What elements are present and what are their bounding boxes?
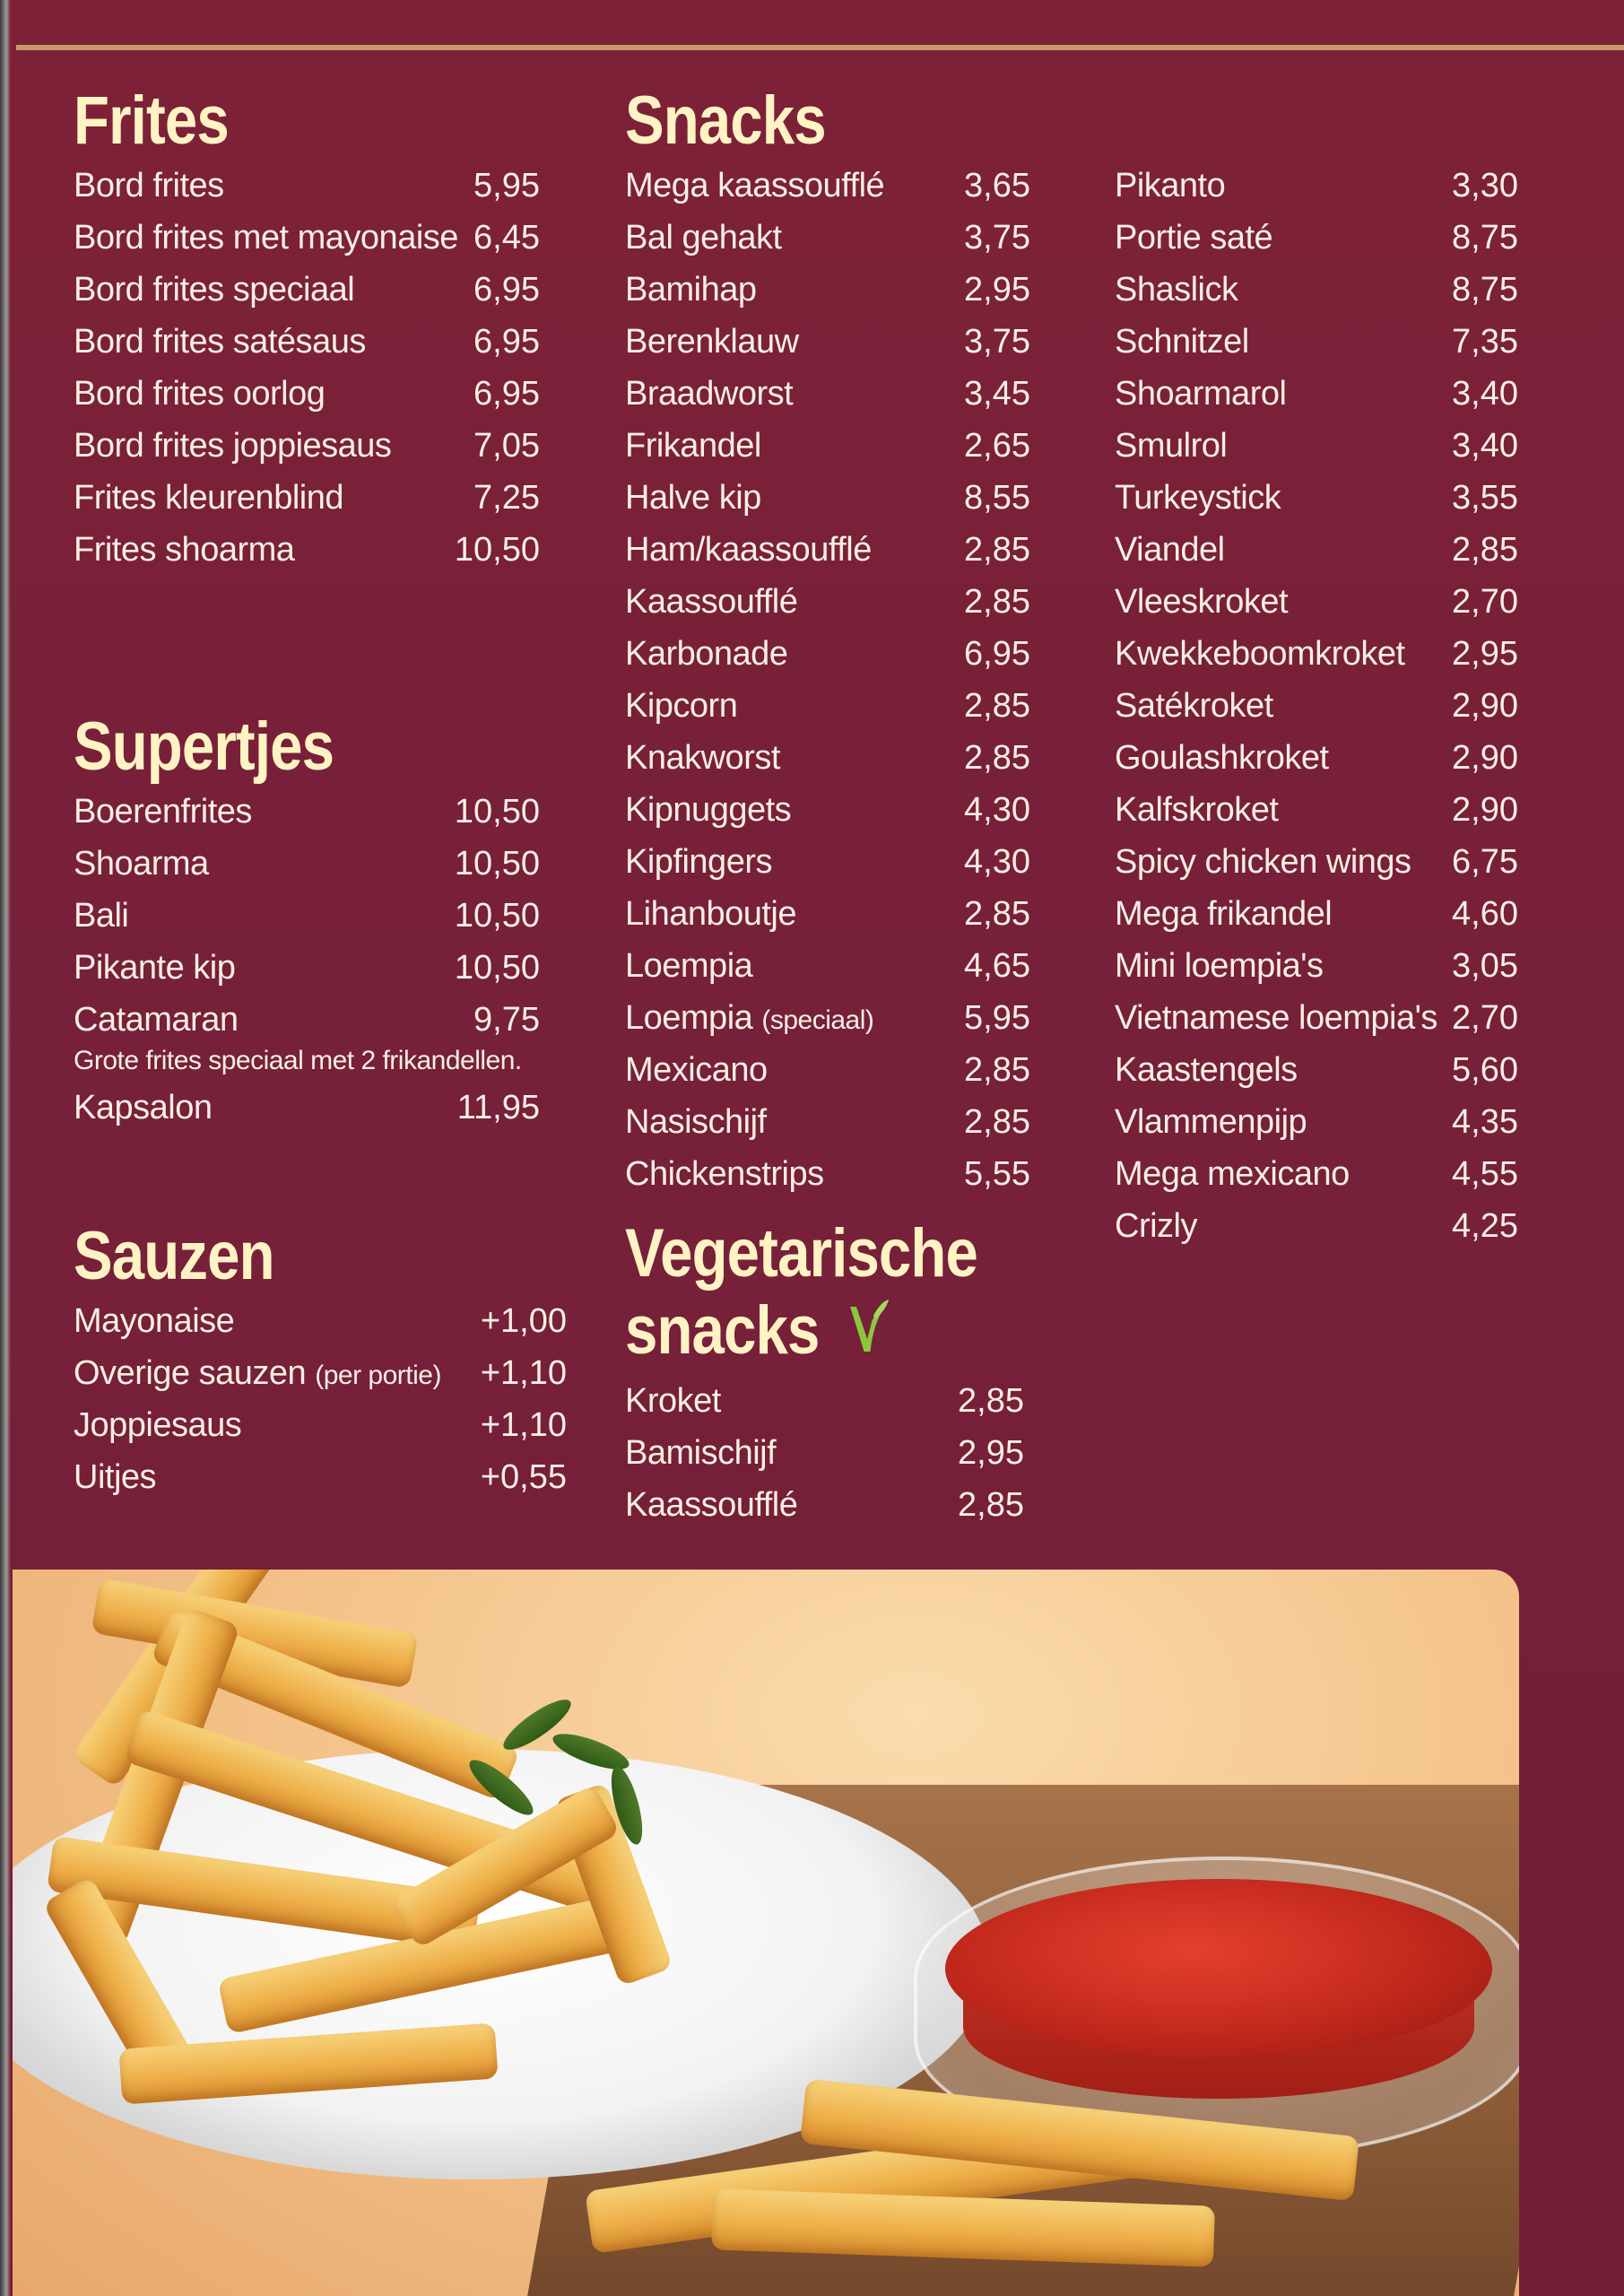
menu-item bbox=[625, 420, 1030, 472]
menu-item-price: 2,95 bbox=[1452, 635, 1518, 673]
menu-item-label: Boerenfrites bbox=[74, 793, 252, 831]
top-divider bbox=[16, 45, 1624, 50]
fries-photo bbox=[13, 1570, 1519, 2296]
menu-item-name bbox=[1115, 316, 1249, 368]
menu-item-label: Nasischijf bbox=[625, 1103, 767, 1141]
menu-item-label: Vleeskroket bbox=[1115, 583, 1289, 621]
menu-item-label: Satékroket bbox=[1115, 687, 1273, 725]
menu-item-price: +1,10 bbox=[480, 1354, 567, 1392]
menu-item-price: 5,95 bbox=[964, 999, 1030, 1037]
menu-item-name bbox=[1115, 160, 1225, 212]
menu-item bbox=[625, 992, 1030, 1044]
menu-item-label: Mayonaise bbox=[74, 1302, 235, 1340]
menu-item-label: Lihanboutje bbox=[625, 895, 797, 933]
menu-item bbox=[1115, 160, 1518, 212]
menu-item-price: 9,75 bbox=[473, 1001, 540, 1039]
menu-item-name bbox=[1115, 472, 1281, 524]
section-snacks bbox=[625, 83, 1030, 1200]
menu-item bbox=[625, 680, 1030, 732]
menu-item bbox=[74, 994, 540, 1046]
menu-item-price: 4,65 bbox=[964, 947, 1030, 985]
menu-item-label: Mega frikandel bbox=[1115, 895, 1333, 933]
menu-item-label: Shoarma bbox=[74, 845, 209, 883]
menu-item-label: Portie saté bbox=[1115, 219, 1273, 257]
menu-item-name bbox=[625, 940, 752, 992]
menu-item-price: 3,40 bbox=[1452, 427, 1518, 465]
menu-item-label: Mini loempia's bbox=[1115, 947, 1324, 985]
menu-item-price: 6,95 bbox=[473, 271, 540, 309]
menu-item bbox=[74, 420, 540, 472]
menu-item-label: Crizly bbox=[1115, 1207, 1197, 1245]
menu-item-price: 2,85 bbox=[1452, 531, 1518, 569]
menu-item bbox=[625, 1096, 1030, 1148]
menu-item-label: Frikandel bbox=[625, 427, 761, 465]
menu-item bbox=[625, 732, 1030, 784]
section-sauzen bbox=[74, 1218, 567, 1503]
menu-item-price: 3,30 bbox=[1452, 167, 1518, 204]
menu-item bbox=[74, 786, 540, 838]
menu-item bbox=[625, 576, 1030, 628]
section-frites bbox=[74, 83, 540, 576]
menu-item bbox=[74, 1295, 567, 1347]
menu-item-name bbox=[74, 524, 294, 576]
sauzen-list bbox=[74, 1295, 567, 1503]
menu-item-name bbox=[625, 992, 873, 1047]
menu-item-name bbox=[1115, 628, 1405, 680]
menu-item-price: 4,55 bbox=[1452, 1155, 1518, 1193]
menu-item-label: Braadworst bbox=[625, 375, 794, 413]
menu-item bbox=[74, 160, 540, 212]
menu-item bbox=[74, 212, 540, 264]
menu-item-label: Shoarmarol bbox=[1115, 375, 1287, 413]
menu-item-label: Mega kaassoufflé bbox=[625, 167, 885, 204]
menu-item bbox=[625, 1479, 1024, 1531]
menu-item-price: +1,10 bbox=[480, 1406, 567, 1444]
menu-item-label: Bamischijf bbox=[625, 1433, 777, 1472]
menu-item-name bbox=[74, 1451, 156, 1503]
menu-item-name bbox=[625, 888, 796, 940]
section-title-frites: Frites bbox=[74, 83, 229, 159]
menu-item bbox=[625, 784, 1030, 836]
vegetarisch-title-text: snacks bbox=[625, 1292, 820, 1369]
menu-item-label: Berenklauw bbox=[625, 323, 799, 361]
menu-item-name bbox=[1115, 1148, 1350, 1200]
menu-item-price: 4,60 bbox=[1452, 895, 1518, 933]
menu-item bbox=[625, 888, 1030, 940]
menu-item-name bbox=[74, 368, 325, 420]
menu-item bbox=[74, 1082, 540, 1134]
menu-item bbox=[1115, 264, 1518, 316]
menu-item-label: Vlammenpijp bbox=[1115, 1103, 1307, 1141]
page-edge bbox=[0, 0, 11, 2296]
menu-item bbox=[625, 316, 1030, 368]
menu-item-price: 7,25 bbox=[473, 479, 540, 517]
menu-item-label: Bamihap bbox=[625, 271, 757, 309]
menu-item-label: Kalfskroket bbox=[1115, 791, 1279, 829]
menu-item-name bbox=[625, 628, 787, 680]
menu-item-price: 4,30 bbox=[964, 843, 1030, 881]
menu-item-name bbox=[625, 368, 793, 420]
menu-item-name bbox=[1115, 888, 1332, 940]
menu-item-name bbox=[625, 1427, 776, 1479]
menu-item bbox=[625, 160, 1030, 212]
menu-item-price: 10,50 bbox=[454, 897, 540, 935]
menu-item-label: Bord frites joppiesaus bbox=[74, 427, 392, 465]
menu-item-price: 6,95 bbox=[964, 635, 1030, 673]
menu-item-price: 10,50 bbox=[454, 793, 540, 831]
menu-item-price: 2,90 bbox=[1452, 791, 1518, 829]
menu-item-price: 8,75 bbox=[1452, 271, 1518, 309]
section-snacks-continued bbox=[1115, 160, 1518, 1252]
menu-item-name bbox=[625, 1148, 824, 1200]
menu-item bbox=[74, 524, 540, 576]
menu-item-label: Chickenstrips bbox=[625, 1155, 824, 1193]
menu-item-name bbox=[74, 1399, 241, 1451]
menu-item-price: 2,85 bbox=[964, 531, 1030, 569]
menu-item bbox=[1115, 732, 1518, 784]
menu-item-name bbox=[625, 316, 799, 368]
menu-item-name bbox=[1115, 1044, 1298, 1096]
menu-item-price: 10,50 bbox=[454, 845, 540, 883]
supertjes-list bbox=[74, 786, 540, 1134]
menu-item bbox=[74, 942, 540, 994]
menu-item-label: Uitjes bbox=[74, 1458, 157, 1496]
menu-item-name bbox=[625, 1375, 721, 1427]
menu-item-price: 6,95 bbox=[473, 375, 540, 413]
section-vegetarisch bbox=[625, 1215, 1024, 1531]
menu-item-label: Kaassoufflé bbox=[625, 1485, 798, 1524]
menu-item-name bbox=[625, 472, 761, 524]
menu-item-label: Schnitzel bbox=[1115, 323, 1249, 361]
menu-item-label: Spicy chicken wings bbox=[1115, 843, 1411, 881]
menu-item-price: 2,95 bbox=[958, 1433, 1024, 1472]
menu-item-price: 8,55 bbox=[964, 479, 1030, 517]
menu-item-label: Mexicano bbox=[625, 1051, 768, 1089]
menu-item-name bbox=[1115, 212, 1272, 264]
menu-item-price: 3,75 bbox=[964, 219, 1030, 257]
menu-item-price: 6,45 bbox=[473, 219, 540, 257]
menu-item-label: Frites kleurenblind bbox=[74, 479, 343, 517]
menu-item bbox=[74, 1399, 567, 1451]
menu-item-name bbox=[74, 1082, 212, 1134]
menu-item-label: Shaslick bbox=[1115, 271, 1238, 309]
menu-item-name bbox=[74, 786, 252, 838]
menu-item-label: Bal gehakt bbox=[625, 219, 782, 257]
menu-item-name bbox=[74, 212, 458, 264]
menu-item-name bbox=[74, 838, 209, 890]
menu-item-note: (per portie) bbox=[315, 1361, 441, 1390]
menu-item-label: Pikante kip bbox=[74, 949, 236, 987]
vegetarisch-list bbox=[625, 1375, 1024, 1531]
menu-item-price: 2,85 bbox=[958, 1485, 1024, 1524]
menu-item-label: Smulrol bbox=[1115, 427, 1228, 465]
menu-item-label: Viandel bbox=[1115, 531, 1225, 569]
menu-item-name bbox=[1115, 732, 1329, 784]
menu-item-price: 11,95 bbox=[456, 1089, 540, 1126]
menu-item-price: 2,90 bbox=[1452, 739, 1518, 777]
menu-item bbox=[1115, 1096, 1518, 1148]
menu-item-label: Kipfingers bbox=[625, 843, 772, 881]
menu-item-price: 3,55 bbox=[1452, 479, 1518, 517]
menu-item bbox=[1115, 1148, 1518, 1200]
menu-item-price: 2,70 bbox=[1452, 999, 1518, 1037]
menu-item-name bbox=[625, 160, 884, 212]
snacks-list-2 bbox=[1115, 160, 1518, 1252]
menu-item-price: 2,70 bbox=[1452, 583, 1518, 621]
menu-item-price: 2,85 bbox=[964, 1103, 1030, 1141]
menu-item bbox=[1115, 316, 1518, 368]
photo-sauce bbox=[945, 1879, 1492, 2058]
menu-item-label: Kroket bbox=[625, 1381, 721, 1420]
section-title-supertjes: Supertjes bbox=[74, 709, 334, 785]
menu-item bbox=[1115, 1044, 1518, 1096]
section-supertjes bbox=[74, 709, 540, 1134]
menu-item-label: Bord frites bbox=[74, 167, 224, 204]
menu-item-price: +1,00 bbox=[480, 1302, 567, 1340]
menu-item-price: +0,55 bbox=[480, 1458, 567, 1496]
menu-item bbox=[1115, 836, 1518, 888]
menu-item-name bbox=[625, 1479, 797, 1531]
menu-item-label: Kaastengels bbox=[1115, 1051, 1298, 1089]
menu-item-name bbox=[74, 1347, 441, 1402]
menu-item bbox=[625, 472, 1030, 524]
menu-item bbox=[625, 628, 1030, 680]
menu-item bbox=[1115, 1200, 1518, 1252]
menu-item-name bbox=[1115, 836, 1411, 888]
menu-item bbox=[1115, 680, 1518, 732]
menu-item-price: 5,55 bbox=[964, 1155, 1030, 1193]
menu-item bbox=[1115, 524, 1518, 576]
menu-item-name bbox=[1115, 524, 1225, 576]
menu-item-price: 3,65 bbox=[964, 167, 1030, 204]
menu-item-price: 4,25 bbox=[1452, 1207, 1518, 1245]
menu-item bbox=[1115, 940, 1518, 992]
menu-item-label: Ham/kaassoufflé bbox=[625, 531, 872, 569]
menu-item-label: Bord frites satésaus bbox=[74, 323, 366, 361]
menu-item bbox=[74, 1347, 567, 1399]
menu-item-name bbox=[74, 420, 391, 472]
menu-item bbox=[625, 524, 1030, 576]
menu-item bbox=[74, 890, 540, 942]
menu-item-name bbox=[74, 890, 128, 942]
menu-item-name bbox=[625, 524, 872, 576]
menu-item-price: 2,85 bbox=[964, 687, 1030, 725]
menu-item bbox=[74, 1451, 567, 1503]
menu-item-name bbox=[74, 942, 235, 994]
menu-item-label: Kaassoufflé bbox=[625, 583, 798, 621]
menu-item-name bbox=[625, 212, 782, 264]
menu-item bbox=[74, 264, 540, 316]
menu-item bbox=[1115, 784, 1518, 836]
menu-item-price: 2,85 bbox=[964, 1051, 1030, 1089]
menu-item-name bbox=[74, 994, 238, 1046]
menu-item-name bbox=[625, 836, 772, 888]
menu-item-name bbox=[1115, 680, 1273, 732]
menu-item-price: 6,75 bbox=[1452, 843, 1518, 881]
menu-item-label: Joppiesaus bbox=[74, 1406, 242, 1444]
menu-item-name bbox=[625, 576, 797, 628]
menu-item bbox=[625, 940, 1030, 992]
menu-item-name bbox=[74, 316, 366, 368]
menu-item-label: Bord frites oorlog bbox=[74, 375, 326, 413]
menu-item-name bbox=[1115, 368, 1286, 420]
menu-item-name bbox=[1115, 1096, 1307, 1148]
menu-item-price: 3,05 bbox=[1452, 947, 1518, 985]
menu-item-name bbox=[1115, 576, 1288, 628]
menu-item-label: Overige sauzen bbox=[74, 1354, 307, 1392]
menu-item bbox=[625, 264, 1030, 316]
menu-item-description: Grote frites speciaal met 2 frikandellen. bbox=[74, 1046, 522, 1075]
menu-item-name bbox=[74, 1295, 234, 1347]
menu-item-price: 2,85 bbox=[964, 739, 1030, 777]
menu-item bbox=[1115, 992, 1518, 1044]
section-title-vegetarisch-1: Vegetarische bbox=[625, 1215, 977, 1292]
menu-item-label: Bali bbox=[74, 897, 129, 935]
menu-item-name bbox=[74, 472, 343, 524]
menu-item bbox=[625, 1375, 1024, 1427]
menu-item-label: Bord frites met mayonaise bbox=[74, 219, 458, 257]
menu-item-label: Bord frites speciaal bbox=[74, 271, 355, 309]
menu-item-note: (speciaal) bbox=[761, 1005, 874, 1035]
menu-item-label: Kwekkeboomkroket bbox=[1115, 635, 1405, 673]
menu-item bbox=[625, 836, 1030, 888]
menu-item-label: Kipcorn bbox=[625, 687, 738, 725]
menu-item-name bbox=[625, 420, 761, 472]
menu-item-name bbox=[1115, 420, 1227, 472]
menu-item-price: 8,75 bbox=[1452, 219, 1518, 257]
menu-item bbox=[74, 838, 540, 890]
menu-item-price: 4,35 bbox=[1452, 1103, 1518, 1141]
menu-item-label: Karbonade bbox=[625, 635, 788, 673]
menu-item-label: Catamaran bbox=[74, 1001, 239, 1039]
menu-item bbox=[1115, 628, 1518, 680]
menu-item-name bbox=[1115, 940, 1324, 992]
menu-item-price: 6,95 bbox=[473, 323, 540, 361]
menu-item bbox=[74, 472, 540, 524]
menu-item-name bbox=[1115, 264, 1238, 316]
menu-item-price: 7,05 bbox=[473, 427, 540, 465]
menu-item-price: 2,90 bbox=[1452, 687, 1518, 725]
menu-item-price: 7,35 bbox=[1452, 323, 1518, 361]
menu-item-name bbox=[625, 784, 791, 836]
menu-item bbox=[1115, 368, 1518, 420]
menu-item-label: Vietnamese loempia's bbox=[1115, 999, 1437, 1037]
menu-item-price: 10,50 bbox=[454, 531, 540, 569]
snacks-list-1 bbox=[625, 160, 1030, 1200]
menu-item-label: Kapsalon bbox=[74, 1089, 213, 1126]
menu-item bbox=[74, 368, 540, 420]
menu-item-price: 3,75 bbox=[964, 323, 1030, 361]
menu-item-label: Goulashkroket bbox=[1115, 739, 1329, 777]
menu-item-name bbox=[1115, 992, 1437, 1044]
menu-item-price: 5,60 bbox=[1452, 1051, 1518, 1089]
menu-item-name bbox=[625, 264, 756, 316]
menu-item-label: Turkeystick bbox=[1115, 479, 1281, 517]
menu-item-label: Halve kip bbox=[625, 479, 761, 517]
menu-item-name bbox=[625, 732, 780, 784]
menu-item bbox=[74, 316, 540, 368]
menu-item-price: 2,85 bbox=[958, 1381, 1024, 1420]
menu-item bbox=[1115, 888, 1518, 940]
menu-item-price: 2,95 bbox=[964, 271, 1030, 309]
menu-item bbox=[1115, 576, 1518, 628]
menu-item-name bbox=[74, 264, 354, 316]
menu-item bbox=[1115, 212, 1518, 264]
menu-item-price: 3,40 bbox=[1452, 375, 1518, 413]
section-title-snacks: Snacks bbox=[625, 83, 826, 159]
menu-item-name bbox=[1115, 1200, 1197, 1252]
menu-item-label: Kipnuggets bbox=[625, 791, 792, 829]
menu-item-name bbox=[1115, 784, 1278, 836]
menu-item-label: Loempia bbox=[625, 999, 753, 1037]
menu-item-price: 2,65 bbox=[964, 427, 1030, 465]
menu-item-name bbox=[625, 1044, 768, 1096]
vegetarian-leaf-icon bbox=[844, 1296, 890, 1375]
frites-list bbox=[74, 160, 540, 576]
section-title-sauzen: Sauzen bbox=[74, 1218, 274, 1294]
menu-item bbox=[625, 368, 1030, 420]
menu-item-price: 5,95 bbox=[473, 167, 540, 204]
section-title-vegetarisch-2 bbox=[625, 1292, 968, 1375]
menu-item bbox=[625, 1427, 1024, 1479]
menu-item bbox=[1115, 472, 1518, 524]
menu-item-price: 10,50 bbox=[454, 949, 540, 987]
menu-item-name bbox=[625, 1096, 767, 1148]
menu-item-label: Frites shoarma bbox=[74, 531, 295, 569]
menu-item-price: 3,45 bbox=[964, 375, 1030, 413]
menu-item bbox=[625, 1148, 1030, 1200]
menu-item-name bbox=[625, 680, 737, 732]
menu-item-label: Mega mexicano bbox=[1115, 1155, 1350, 1193]
menu-item-price: 2,85 bbox=[964, 895, 1030, 933]
menu-item bbox=[625, 1044, 1030, 1096]
menu-item bbox=[1115, 420, 1518, 472]
menu-item-label: Pikanto bbox=[1115, 167, 1226, 204]
menu-item-label: Knakworst bbox=[625, 739, 780, 777]
menu-item bbox=[625, 212, 1030, 264]
menu-item-price: 2,85 bbox=[964, 583, 1030, 621]
menu-item-price: 4,30 bbox=[964, 791, 1030, 829]
menu-item-label: Loempia bbox=[625, 947, 753, 985]
menu-item-name bbox=[74, 160, 224, 212]
